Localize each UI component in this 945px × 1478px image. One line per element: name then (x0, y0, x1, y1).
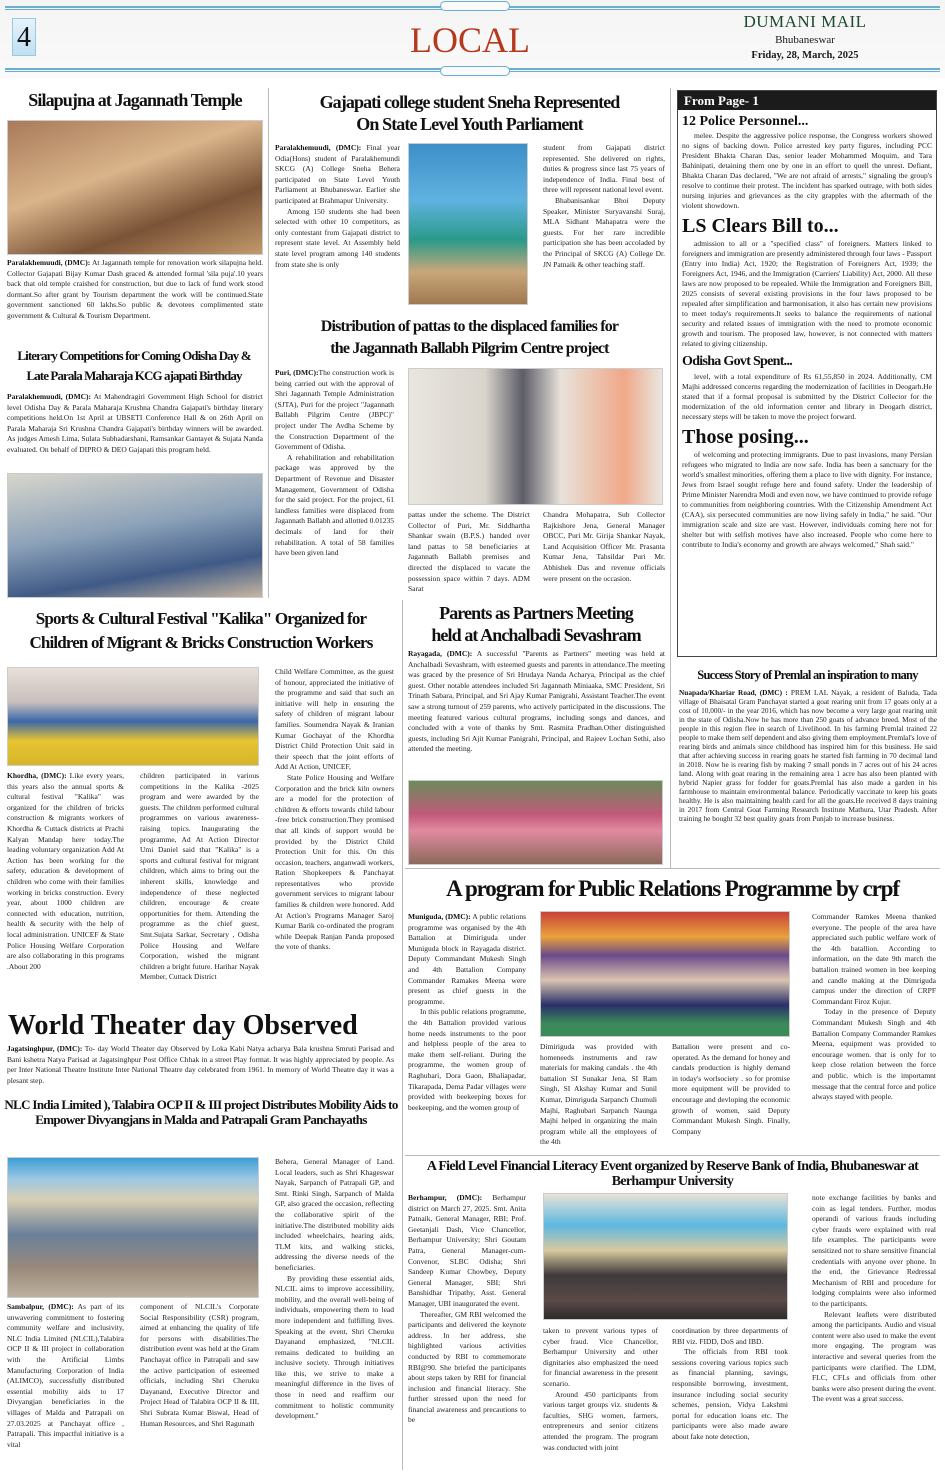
divider (405, 868, 940, 869)
headline-police: 12 Police Personnel... (682, 114, 809, 129)
headline-odisha (682, 352, 932, 372)
dateline: Muniguda, (DMC): (408, 912, 471, 921)
body: Thereafter, GM RBI welcomed the participants and delivered the keynote address. In her address, she highlighted various activities conducted by RBI to commemorate RBI@90. She briefed the participants about steps taken by RBI for financial inclusion and financial literacy. She further stressed upon the need for financial awareness and precautions to be (408, 1309, 526, 1425)
article-kalika-col3 (275, 667, 394, 953)
headline-line: Literary Competitions for Coming Odisha Day & (17, 348, 251, 363)
photo-kalika (7, 667, 259, 766)
headline-line: held at Anchalbadi Sevashram (431, 625, 641, 645)
headline-crpf (405, 876, 940, 902)
divider (402, 600, 403, 1470)
article-premlal (679, 688, 937, 823)
body: The officials from RBI took sessions covering various topics such as financial planning, savings, responsible borrowing, investment, insurance including social security schemes, pension, Vidya Lakshmi portal for education loans etc. The participants were also made aware about fake note detection, (672, 1347, 788, 1441)
body: Like every years, this years also the annual sports & cultural festival "Kalika" was organized for the children of bricks construction & migrants workers of Khordha & Cuttack districts at Prachi Kalyan Mandap here today.The leading voluntary organization Add At Action has been working for the safety, education & development of children who come with their families working in bricks construction. Every year, about 1000 children are connected with education, nutrition, health & security with the help of local administration. UNICEF & State Police Housing Welfare Corporation are also collaborating in this programs .About 200 (7, 771, 124, 971)
headline-parents (405, 602, 667, 646)
body: Around 450 participants from various target groups viz. students & faculties, SHG women, farmers, entrepreneurs and senior citizens attended the program. The program was conducted with joint (543, 1389, 658, 1452)
photo-pattas (408, 368, 663, 505)
headline-text: Silapujna at Jagannath Temple (28, 90, 242, 110)
article-rbi-col4 (812, 1193, 936, 1405)
from-page-box (677, 90, 937, 657)
dateline: Paralakhemuudi, (DMC): (275, 143, 362, 152)
photo-nlc (7, 1157, 259, 1298)
headline-line: NLC India Limited ), Talabira OCP II & III project Distributes Mobility Aids to (4, 1097, 398, 1112)
headline-text: A program for Public Relations Programme by crpf (446, 876, 899, 901)
headline-line: Distribution of pattas to the displaced families for (320, 318, 619, 335)
article-nlc-col1 (7, 1302, 124, 1450)
headline-text: Success Story of Premlal an inspiration to many (697, 668, 918, 682)
article-rbi-col1 (408, 1193, 526, 1426)
body: In this public relations programme, the 4th Battalion provided various home needs instruments to the poor and helpless people of the area to make them self-reliant. During the programme, the women group of Raghubari, Dora Gaon, Bhaliapadar, Tikarapada, Dema Padar villages were provided with beekeeping boxes for beekeeping, and the women group of (408, 1007, 526, 1112)
divider (405, 1155, 940, 1156)
article-parents (408, 649, 665, 755)
body: A public relations programme was organised by the 4th Battalion at Dimiriguda under Muniguda block in Rayagada district. Deputy Commandant Mukesh Singh and 4th Battalion Company Commander Ramakes Meena were present as chief guests in the programme. (408, 912, 526, 1006)
from-page-header: From Page- 1 (678, 91, 936, 110)
dateline: Paralakhemuudi, (DMC): (7, 392, 92, 401)
body: As part of its unwavering commitment to fostering community welfare and inclusivity, NLC India Limited (NLCIL),Talabira OCP II & III project in collaboration with the Artificial Limbs Manufacturing Corporation of India (ALIMCO), successfully distributed essential mobility aids to 17 Divyangjan beneficiaries in the villages of Malda and Patrapali on 27.03.2025 at Panchayat office , Patrapali. This impactful initiative is a vital (7, 1302, 124, 1449)
ornament-bottom (440, 66, 510, 76)
photo-rbi (543, 1193, 788, 1320)
paper-name: DUMANI MAIL (743, 12, 867, 31)
body: Behera, General Manager of Land. Local leaders, such as Shri Khageswar Nayak, Sarpanch of Patrapali GP, and Smt. Rinki Singh, Sarpanch of Malda GP, also graced the occasion, reflecting the collaborative spirit of the initiative.The distributed mobility aids included wheelchairs, hearing aids, TLM kits, and walking sticks, addressing the diverse needs of the beneficiaries. (275, 1157, 394, 1272)
dateline: Khordha, (DMC): (7, 771, 67, 780)
article-rbi-col2 (543, 1326, 658, 1453)
city: Bhubaneswar (775, 34, 835, 46)
dateline: Rayagada, (DMC): (408, 649, 473, 658)
body: At Jagannath temple for renovation work silapujna held. Collector Gajapati Bijay Kumar Dash graced & attended formal 'sila puja'.10 years back that old temple craished for construction, but due to lack of fund work stood dormant.So after grant by Tourism department the work will be continued.State government sanctioned 60 lakhs.So public & devotees complimented state government & Cultural & Tourism Department. (7, 258, 263, 320)
article-pattas-col3 (543, 510, 665, 584)
headline-ls: LS Clears Bill to... (682, 215, 839, 237)
body: pattas under the scheme. The District Collector of Puri, Mr. Siddhartha Shankar swain (B.P.S.) handed over land pattas to 58 beneficiaries at Jagannath Ballabh premises and directed the displaced to vacate the possession space within 7 days. ADM Sarat (408, 510, 530, 594)
section-title: LOCAL (410, 20, 530, 60)
body: At Mahendragiri Government High School for district level Odisha Day & Parala Maharaja Krushna Chandra Gajapati's birthday literary competitions held.On 1st April at UBSETI Conference Hall & on 26th April on Parala Maharaja Sri Krushna Chandra Gajapati's birthday winners will be awarded. As judges Amesh Lima, Sulata Subhadarshani, Ramsankar Gantayet & Sujata Nanda evaluated. On behalf of DIPRO & DEO Gajapati this program held. (7, 392, 263, 454)
body: Child Welfare Committee, as the guest of honour, appreciated the initiative of the programme and said that such an initiative will help in ensuring the safety of children of migrant labour families. Soumendra Nayak & Iranian Kumar Gochayat of the Khordha District Child Protection Unit said in their speech that the joint efforts of Add At Action, UNICEF, (275, 667, 394, 772)
body: PREM LAL Nayak, a resident of Baluda, Tada village of Bhaisatal Gram Panchayat started a goat rearing unit from 17 goats only at a cost of 10,000/- in the year 2016, which has now become a very large goat rearing unit in the state of Odisha.Now he has more than 250 goats of advance breed. Most of the people in this region flee in search of Livelihood. In his farming Premlal trained 22 people to make them self dependent and also giving them employment.Premlal's love of rearing birds and animals since childhood has inspired him for this business. He said that after achieving success in rearing goats he started fish farming in 70 decimal land in 2018. Now he is rearing fish by making 7 small ponds in 7 acres out of his 24 acres land. Along with goat rearing in the remaining area 1 acre has also been planted with hybrid Napier grass for fodder for goats.Premlal has also made a garden in his farmhouse to maintain environmental balance. Periodically vaccinate to keep his goats healthy. He is also maintaining health card for all the goats.He received 8 days training in 2017 from Central Goat Farming Research Institute Mathura, Utar Pradesh. After training he bought 32 best quality goats from Punjab to increase business. (679, 688, 937, 823)
headline-literary (0, 346, 268, 386)
headline-silapujna (5, 90, 265, 111)
article-gajapati-col2 (543, 143, 665, 270)
headline-rbi (405, 1159, 940, 1189)
headline-text: Odisha Govt Spent... (682, 354, 793, 369)
body: level, with a total expenditure of Rs 61,55,850 in 2024. Additionally, CM Majhi addressed concerns regarding the modernization of facilities in Deogarh.He stated that if a formal proposal is submitted by the District Collector for the modernization of the old information center and library in Deogarh district, necessary steps will be taken to move the project forward. (682, 372, 932, 421)
article-kalika-col1 (7, 771, 124, 972)
body: Bhabanisankar Bhoi Deputy Speaker, Minister Suryavanshi Suraj, MLA Sidhant Mahapatra were the guests. For her rare incredible participation she has been accoladed by the Principal of SKCG (A) College Dr. JN Patnaik & other teaching staff. (543, 195, 665, 269)
headline-line: Empower Divyangjans in Malda and Patrapali Gram Panchayaths (35, 1112, 367, 1127)
body: The construction work is being carried out with the approval of Shri Jagannath Temple Administration (SJTA), Puri for the project "Jagannath Ballabh Pilgrim Centre (JBPC)" project under The Avdha Scheme by the Construction Department of the Government of Odisha. (275, 368, 394, 452)
body: Battalion were present and co-operated. As the demand for honey and candals production is highly demand in today's worlsociety . so for promise more equipment will be provided to encourage and devloping the economic growth of women, said Deputy Commandant Mukesh Singh. Finally, Company (672, 1042, 790, 1136)
dateline: Sambalpur, (DMC): (7, 1302, 74, 1311)
headline-premlal (675, 668, 940, 682)
article-pattas-col2 (408, 510, 530, 595)
body: To- day World Theater day Observed by Loka Kabi Natya acharya Bala krushna Smruti Parisad and Bani kshetra Natya Parisad at Jagatsinghpur Post Office Chhak in a street Play format. It was highly appreciated by people. As per Inter National Theatre Institute Inter National Theatre day celebrated from 1961. In memory of World Theatre day it was a plesant step. (7, 1044, 394, 1085)
body: admission to all or a "specified class" of foreigners. Matters linked to foreigners and immigration are presently administered through four laws - Passport (Entry into India) Act, 1920; the Registration of Foreigners Act, 1939; the Foreigners Act, 1946, and the Immigration (Carriers' Liability) Act, 2000. All these laws are now proposed to be repealed. While the Immigration and Foreigners Bill, 2025 consists of several existing provisions in the four laws proposed to be repealed after simplification and harmonisation, it also has certain new provisions to meet today's requirements.It seeks to balance the requirements of national security and related issues of immigration with the need to promote economic growth and tourism. The proposed law, however, is not connected with matters related to giving citizenship. (682, 239, 932, 348)
headline-gajapati (272, 91, 667, 135)
headline-nlc (0, 1097, 402, 1127)
headline-line: Gajapati college student Sneha Represented (319, 92, 620, 112)
body: Dimiriguda was provided with homeneeds instruments and raw materials for making candals . the 4th battalion SI Sunakar Jena, SI Ram Singh, SI Akshay Kumar and Sunil Kumar, Dimriguda Sarpanch Chumuli Majhi, Raghubari Sarpanch Naunga Majhi helped in organizing the main program while all the employees of the 4th (540, 1042, 657, 1147)
body: coordination by three departments of RBI viz. FIDD, DoS and IBD. (672, 1326, 788, 1346)
dateline: Puri, (DMC): (275, 368, 319, 377)
body: note exchange facilities by banks and coin as legal tenders. Further, modus operandi of various frauds including cyber frauds were explained with real life examples. The participants were sensitized not to share sensitive financial credentials with anyone over phone. In the end, the Grievance Redressal Mechanism of RBI and procedure for lodging complaints were also informed to the participants. (812, 1193, 936, 1308)
article-kalika-col2 (140, 771, 259, 983)
date: Friday, 28, March, 2025 (751, 50, 859, 61)
body: By providing these essential aids, NLCIL aims to improve accessibility, mobility, and the overall well-being of individuals, empowering them to lead more independent and fulfilling lives. Speaking at the event, Shri Cheruku Dayanand emphasized, "NLCIL remains dedicated to building an inclusive society. Through initiatives like this, we strive to make a meaningful difference in the lives of those in need and reaffirm our commitment to holistic community development." (275, 1273, 394, 1421)
headline-line: On State Level Youth Parliament (356, 114, 583, 134)
article-crpf-col3 (672, 1042, 790, 1137)
headline-kalika (0, 607, 402, 655)
headline-text: A Field Level Financial Literacy Event organized by Reserve Bank of India, Bhubaneswar at Berhampur University (426, 1159, 919, 1189)
body: component of NLCIL's Corporate Social Responsibility (CSR) program, aimed at enhancing the quality of life for persons with disabilities.The distribution event was held at the Gram Panchayat office in Patrapali and saw the active participation of esteemed officials, including Shri Cheruku Dayanand, Executive Director and Project Head of Talabira OCP II & III, Shri Subrata Kumar Biswal, Head of Human Resources, and Shri Ragunath (140, 1302, 259, 1428)
body: State Police Housing and Welfare Corporation and the brick kiln owners are a model for the protection of children & efforts towards child labour -free brick construction.They promised that all kinds of support would be provided by the District Child Protection Unit for this. On this occasion, teachers, anganwadi workers, Ration Shopkeepers & Panchayat representatives who provide government services to migrant labour families & children were honored. Add At Action's Programs Manager Saroj Kumar Barik co-ordinated the program while Deepak Ranjan Panda proposed the vote of thanks. (275, 772, 394, 952)
article-pattas-col1 (275, 368, 394, 559)
divider (670, 88, 671, 868)
body: Among 150 students she had been selected with other 10 competitors, as only contestant from Gajapati district to represent state level. At Assembly held state level program among 140 students from state she is only (275, 206, 400, 269)
headline-pattas (272, 316, 667, 360)
headline-line: the Jagannath Ballabh Pilgrim Centre project (330, 340, 609, 357)
body: student from Gajapati district represented. She delivered on rights, duties & progress since last 75 years of independence of India. Final best of three will represent national level event. (543, 143, 665, 195)
body: Relevant leaflets were distributed among the participants. Audio and visual content were also used to make the event more engaging. The program was interactive and several queries from the participants were clarified. The LDM, FLC, CFLs and officials from other banks were also present during the event. The event was a great success. (812, 1309, 936, 1404)
article-crpf-col1 (408, 912, 526, 1113)
headline-theater: World Theater day Observed (8, 1010, 358, 1041)
body: taken to prevent various types of cyber fraud. Vice Chancellor, Berhampur University and other dignitaries also emphasized the need for financial awareness in the present scenario. (543, 1326, 658, 1388)
dateline: Berhampur, (DMC): (408, 1193, 483, 1202)
dateline: Paralakhemuudi, (DMC): (7, 258, 91, 267)
article-literary (7, 392, 263, 456)
body: A successful "Parents as Partners" meeting was held at Anchalbadi Sevashram, with esteemed guests and parents in attendance.The meeting was graced by the presence of Sri Hrudaya Nanda Acharya, Principal as the chief guest. Other notable attendees included Sri Jagannath Miniaaka, SMC President, Sri Trinath Sabara, Principal, and Sri Ajay Kumar Panigrahi, Assistant Teacher.The event saw a strong turnout of 259 parents, who actively participated in the discussions. The meeting featured various cultural programs, including songs and dances, and concluded with a vote of thanks by Smt. Rasmita Pradhan.Other distinguished guests, including Sri Ajit Kumar Panigrahi, Principal, and Rajeev Lochan Sethi, also attended the meeting. (408, 649, 665, 754)
article-silapujna (7, 258, 263, 322)
body: Commander Ramkes Meena thanked everyone. The people of the area have appreciated such public welfare work of the 4th batallion. According to information, on the date 9th march the battalion trained women in bee keeping and candle making at the Dimriguda campus under the direction of CRPF Commandant Firoz Kujur. (812, 912, 936, 1006)
headline-line: Late Parala Maharaja KCG ajapati Birthday (26, 368, 242, 383)
page-number: 4 (12, 18, 36, 56)
photo-parents (408, 780, 663, 865)
photo-crpf (540, 911, 790, 1037)
headline-line: Children of Migrant & Bricks Construction Workers (29, 633, 373, 652)
headline-posing: Those posing... (682, 426, 809, 448)
article-crpf-col2 (540, 1042, 657, 1148)
divider (268, 88, 269, 598)
ornament-top (440, 1, 510, 11)
body: Chandra Mohapatra, Sub Collector Rajkishore Jena, General Manager OBCC, Puri Mr. Girija Shankar Nayak, Land Acquisition Officer Mr. Prasanta Kumar Jena, Tahsildar Puri Mr. Abhishek Das and revenue officials were present on the occasion. (543, 510, 665, 583)
article-gajapati-col1 (275, 143, 400, 270)
dateline: Jagatsinghpur, (DMC): (7, 1044, 83, 1053)
body: Final year Odia(Hons) student of Paralakhemundi SKCG (A) College Sneha Behera participated on State Level Youth Parliament at Bhubaneswar. Earlier she participated at Brahmapur University. (275, 143, 400, 205)
headline-line: Parents as Partners Meeting (439, 603, 633, 623)
photo-youth-parliament (408, 143, 528, 305)
article-nlc-col2 (140, 1302, 259, 1429)
photo-literary (7, 473, 263, 598)
body: melee. Despite the aggressive police response, the Congress workers showed no signs of backing down. Police arrested key party figures, including PCC President Bhakta Charan Das, senior leader Mohammed Moquim, and Tara Bahinipati, detaining them one by one in an effort to quell the unrest. Defiant, Bhakta Charan Das declared, "We are not afraid of arrests," signaling the group's resolve to continue their protest. The incident has sparked outrage, with both sides nursing injuries and grievances as the city grapples with the aftermath of the violent showdown. (682, 131, 932, 210)
article-rbi-col3 (672, 1326, 788, 1443)
article-nlc-col3 (275, 1157, 394, 1422)
body: Berhampur district on March 27, 2025. Smt. Anita Patnaik, General Manager, RBI; Prof. Geetanjali Dash, Vice Chancellor, Berhampur University; Shri Goutam Patra, General Manager-cum- Convenor, SLBC Odisha; Shri Sandeep Kumar Chowbey, Deputy General Manager, SBI; Shri Banshidhar Tripathy, Asst. General Manager, UBI inaugurated the event. (408, 1193, 526, 1308)
body: of welcoming and protecting immigrants. Due to past invasions, many Persian refugees who migrated to India are now safe. India has been a sanctuary for the world's smallest minorities, offering them a place to live with dignity. For instance, Jews from Israel sought refuge here and found safety. Under the leadership of Prime Minister Narendra Modi and even now, we have continued to provide refuge to communities from neighboring countries. With the Citizenship Amendment Act (CAA), six persecuted communities are now living safely in India," he said. "Our immigration scale and size are vast. However, individuals coming here not for shelter but with selfish motives have also increased. People who come here to contribute to India's economy and growth are always welcomed," Shah said." (682, 450, 932, 549)
body: A rehabilitation and rehabilitation package was approved by the Department of Revenue and Disaster Management, Government of Odisha for the said project. For the project, 61 landless families were displaced from Jagannath Ballabh and allotted 0.01235 decimals of land for their rehabilitation. A total of 58 families have been given land (275, 452, 394, 558)
body: children participated in various competitions in the Kalika -2025 program and were awarded by the guests. The children performed cultural programmes on various awareness-raising topics. Inaugurating the programme, Ad At Action Director Umi Daniel said that "Kalika" is a sports and cultural festival for migrant children, which aims to bring out the inherent skills, knowledge and independence of these neglected children, encourage & create opportunities for them. Attending the programme as the chief guest, Smt.Sujata Sarkar, Secretary , Odisha Police Housing and Welfare Corporation, wished the migrant children a bright future. Harihar Nayak Member, Cuttack District (140, 771, 259, 982)
headline-line: Sports & Cultural Festival "Kalika" Organized for (35, 609, 367, 628)
body: Today in the presence of Deputy Commandant Mukesh Singh and 4th Battalion Company Commander Ramkes Meena, equipment was provided to encourage women. that is only for to keep close relation between the force and public. which is the importamnt message that the central force and police always stayed with people. (812, 1007, 936, 1102)
masthead (0, 0, 945, 78)
article-theater (7, 1044, 394, 1086)
dateline: Nuapada/Khariar Road, (DMC) : (679, 688, 788, 697)
article-crpf-col4 (812, 912, 936, 1103)
photo-silapujna (7, 120, 263, 255)
